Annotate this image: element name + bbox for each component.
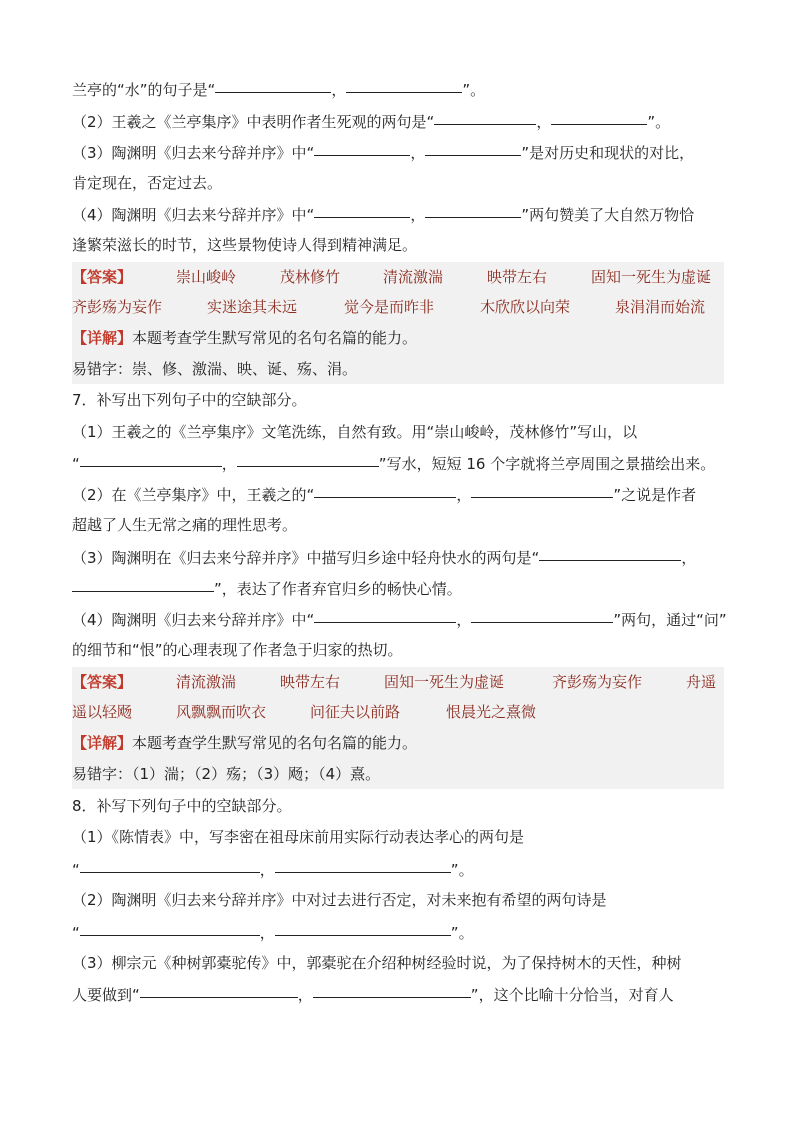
- text: “: [72, 924, 80, 942]
- q8-2: [72, 885, 724, 916]
- detail-row: [72, 728, 724, 759]
- answer-item: 遥以轻飏: [72, 703, 133, 721]
- blank[interactable]: [215, 74, 331, 93]
- blank[interactable]: [314, 479, 456, 498]
- text: ”，这个比喻十分恰当，对育人: [470, 986, 674, 1004]
- q7-1: [72, 417, 724, 448]
- blank[interactable]: [80, 917, 260, 936]
- text: （4）陶渊明《归去来兮辞并序》中“: [72, 206, 315, 224]
- blank[interactable]: [314, 604, 456, 623]
- q8-1: [72, 822, 724, 853]
- answer-item: 清流激湍: [176, 673, 237, 691]
- q7-2-cont: [72, 510, 724, 541]
- q8-1-cont: [72, 854, 724, 885]
- text: ”。: [450, 924, 474, 942]
- blank[interactable]: [551, 106, 647, 125]
- q7-3-cont: [72, 573, 724, 604]
- answer-item: 崇山峻岭: [176, 268, 237, 286]
- q8-title: [72, 791, 724, 822]
- detail-row: [72, 323, 724, 354]
- text: ，: [259, 924, 275, 942]
- blank[interactable]: [80, 854, 260, 873]
- text: （2）王羲之《兰亭集序》中表明作者生死观的两句是“: [72, 113, 435, 131]
- text: ，: [410, 144, 426, 162]
- typo-text: 易错字：崇、修、激湍、映、诞、殇、涓。: [72, 360, 358, 378]
- blank[interactable]: [275, 917, 451, 936]
- detail-text: 本题考查学生默写常见的名句名篇的能力。: [132, 329, 418, 347]
- text: ，: [221, 455, 237, 473]
- text: （4）陶渊明《归去来兮辞并序》中“: [72, 611, 315, 629]
- answer-box-7: [72, 667, 724, 789]
- detail-tag: 【详解】: [72, 734, 133, 752]
- q6-4-cont: [72, 230, 724, 261]
- blank[interactable]: [237, 448, 379, 467]
- text: 肯定现在，否定过去。: [72, 174, 223, 192]
- text: ”。: [450, 861, 474, 879]
- blank[interactable]: [425, 137, 521, 156]
- q6-1-tail: [72, 74, 724, 105]
- text: 人要做到“: [72, 986, 140, 1004]
- answer-item: 恨晨光之熹微: [446, 703, 537, 721]
- q7-1-cont: [72, 448, 724, 479]
- q7-3: [72, 542, 724, 573]
- answer-item: 实迷途其未远: [207, 298, 298, 316]
- q6-2: [72, 106, 724, 137]
- text: （1）《陈情表》中，写李密在祖母床前用实际行动表达孝心的两句是: [72, 828, 525, 846]
- typo-row: [72, 354, 724, 385]
- blank[interactable]: [313, 979, 471, 998]
- answer-item: 固知一死生为虚诞: [384, 673, 505, 691]
- q8-3: [72, 948, 724, 979]
- text: ”两句，通过“问”: [613, 611, 727, 629]
- text: （3）陶渊明在《归去来兮辞并序》中描写归乡途中轻舟快水的两句是“: [72, 549, 540, 567]
- blank[interactable]: [80, 448, 222, 467]
- blank[interactable]: [471, 604, 613, 623]
- q8-3-cont: [72, 979, 724, 1010]
- text: “: [72, 861, 80, 879]
- detail-tag: 【详解】: [72, 329, 133, 347]
- text: ”之说是作者: [613, 486, 697, 504]
- answer-item: 齐彭殇为妄作: [552, 673, 643, 691]
- answer-item: 觉今是而昨非: [344, 298, 435, 316]
- answer-row-1: [72, 667, 724, 698]
- text: ，: [456, 486, 472, 504]
- text: ，: [410, 206, 426, 224]
- text: 的细节和“恨”的心理表现了作者急于归家的热切。: [72, 641, 403, 659]
- text: ，: [456, 611, 472, 629]
- blank[interactable]: [275, 854, 451, 873]
- answer-item: 问征夫以前路: [310, 703, 401, 721]
- blank[interactable]: [314, 199, 410, 218]
- answer-item: 木欣欣以向荣: [480, 298, 571, 316]
- blank[interactable]: [425, 199, 521, 218]
- answer-row-2: [72, 697, 724, 728]
- answer-tag: 【答案】: [72, 673, 133, 691]
- text: ”，表达了作者弃官归乡的畅快心情。: [214, 580, 462, 598]
- text: 兰亭的“水”的句子是“: [72, 81, 216, 99]
- q8-2-cont: [72, 917, 724, 948]
- text: ，: [259, 861, 275, 879]
- answer-row-1: [72, 262, 724, 293]
- answer-item: 齐彭殇为妄作: [72, 298, 163, 316]
- answer-box-6: [72, 262, 724, 384]
- answer-item: 映带左右: [487, 268, 548, 286]
- answer-item: 舟遥: [686, 673, 717, 691]
- text: （2）陶渊明《归去来兮辞并序》中对过去进行否定，对未来抱有希望的两句诗是: [72, 891, 607, 909]
- q7-4: [72, 604, 727, 635]
- text: ，: [297, 986, 313, 1004]
- text: （1）王羲之的《兰亭集序》文笔洗练，自然有致。用“崇山峻岭，茂林修竹”写山，以: [72, 423, 638, 441]
- q6-3-cont: [72, 168, 724, 199]
- q7-4-cont: [72, 635, 724, 666]
- answer-item: 清流激湍: [383, 268, 444, 286]
- answer-item: 固知一死生为虚诞: [591, 268, 712, 286]
- blank[interactable]: [346, 74, 462, 93]
- typo-text: 易错字：（1）湍；（2）殇；（3）飏；（4）熹。: [72, 765, 381, 783]
- blank[interactable]: [140, 979, 298, 998]
- blank[interactable]: [539, 542, 681, 561]
- answer-item: 风飘飘而吹衣: [176, 703, 267, 721]
- q6-4: [72, 199, 724, 230]
- text: 超越了人生无常之痛的理性思考。: [72, 516, 298, 534]
- answer-item: 泉涓涓而始流: [615, 298, 706, 316]
- text: ”。: [462, 81, 486, 99]
- answer-item: 映带左右: [280, 673, 341, 691]
- answer-tag: 【答案】: [72, 268, 133, 286]
- text: ，: [331, 81, 347, 99]
- text: （3）柳宗元《种树郭橐驼传》中，郭橐驼在介绍种树经验时说，为了保持树木的天性，种树: [72, 954, 682, 972]
- typo-row: [72, 759, 724, 790]
- blank[interactable]: [434, 106, 536, 125]
- text: ，: [681, 549, 697, 567]
- q7-title: [72, 385, 724, 416]
- blank[interactable]: [314, 137, 410, 156]
- text: “: [72, 455, 80, 473]
- text: （2）在《兰亭集序》中，王羲之的“: [72, 486, 315, 504]
- q7-2: [72, 479, 724, 510]
- text: 逢繁荣滋长的时节，这些景物使诗人得到精神满足。: [72, 236, 418, 254]
- blank[interactable]: [72, 573, 214, 592]
- text: ”写水，短短 16 个字就将兰亭周围之景描绘出来。: [378, 455, 716, 473]
- answer-item: 茂林修竹: [280, 268, 341, 286]
- text: （3）陶渊明《归去来兮辞并序》中“: [72, 144, 315, 162]
- text: ”两句赞美了大自然万物恰: [521, 206, 695, 224]
- answer-row-2: [72, 292, 724, 323]
- blank[interactable]: [471, 479, 613, 498]
- question-title: 8．补写下列句子中的空缺部分。: [72, 797, 292, 815]
- detail-text: 本题考查学生默写常见的名句名篇的能力。: [132, 734, 418, 752]
- text: ”是对历史和现状的对比，: [521, 144, 695, 162]
- text: ，: [536, 113, 552, 131]
- question-title: 7．补写出下列句子中的空缺部分。: [72, 391, 307, 409]
- text: ”。: [647, 113, 671, 131]
- q6-3: [72, 137, 724, 168]
